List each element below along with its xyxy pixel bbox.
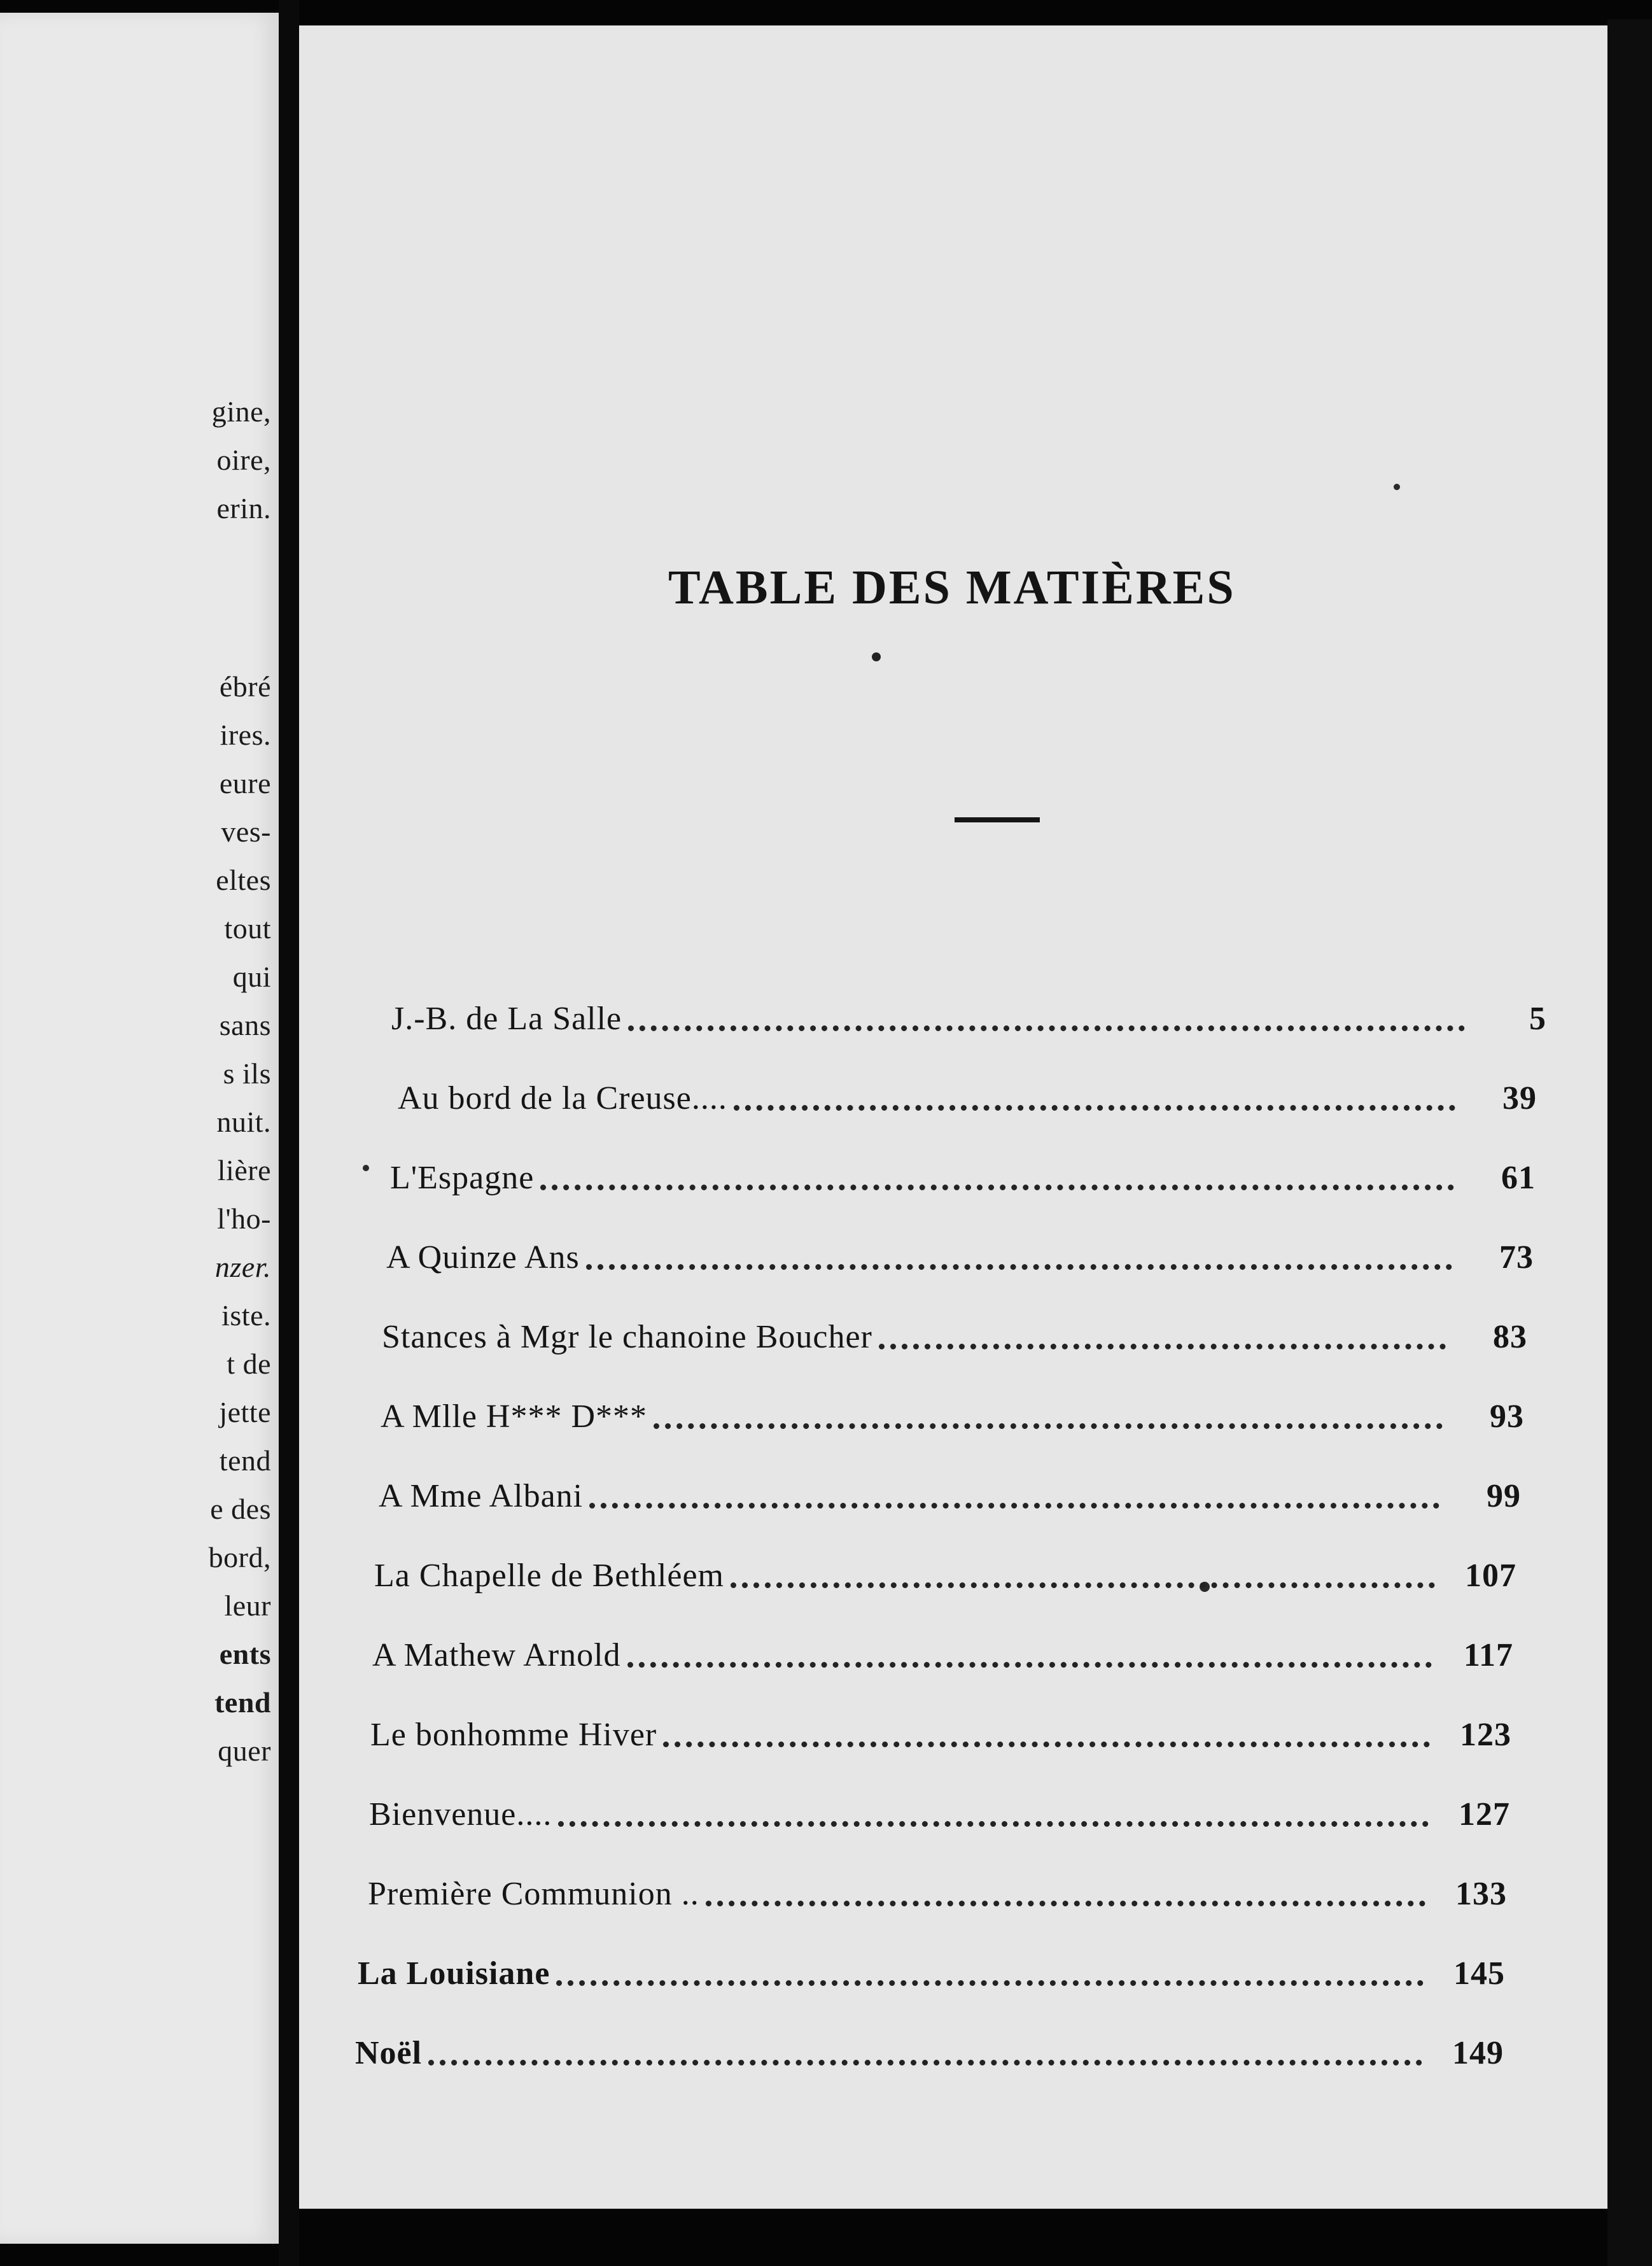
left-line: s ils — [223, 1057, 271, 1090]
left-line: ents — [219, 1638, 271, 1670]
left-line: quer — [218, 1735, 271, 1767]
left-line: bord, — [208, 1541, 271, 1573]
left-line: oire, — [216, 444, 271, 476]
ink-speck — [1394, 484, 1400, 490]
toc-entry-page: 107 — [1465, 1558, 1516, 1594]
toc-entry-page: 145 — [1453, 1955, 1505, 1992]
left-line: lière — [217, 1154, 271, 1186]
toc-entry — [390, 1152, 1536, 1197]
left-line: nuit. — [216, 1106, 271, 1138]
book-gutter — [279, 0, 299, 2266]
toc-entry-page: 117 — [1463, 1637, 1513, 1673]
left-line: ves- — [221, 815, 271, 848]
toc-entry-page: 123 — [1460, 1717, 1511, 1753]
toc-entry-title: A Quinze Ans — [386, 1239, 580, 1276]
toc-entry-title: L'Espagne — [390, 1160, 535, 1196]
toc-entry — [374, 1550, 1516, 1594]
toc-entry-page: 39 — [1502, 1080, 1537, 1116]
toc-entry-title: A Mme Albani — [379, 1478, 584, 1514]
toc-leader — [628, 1025, 1465, 1031]
left-line: leur — [224, 1589, 271, 1622]
toc-entry-title: Au bord de la Creuse.... — [398, 1080, 727, 1116]
ink-speck — [363, 1165, 369, 1171]
toc-entry-page: 93 — [1490, 1398, 1524, 1435]
toc-entry-page: 61 — [1501, 1160, 1536, 1196]
left-line: iste. — [221, 1299, 271, 1332]
toc-leader — [586, 1264, 1452, 1270]
left-line: l'ho- — [217, 1202, 271, 1235]
toc-entry-page: 5 — [1529, 1001, 1546, 1037]
toc-leader — [627, 1662, 1432, 1668]
toc-entry — [391, 993, 1546, 1038]
toc-leader — [654, 1423, 1443, 1429]
left-line: e des — [210, 1493, 271, 1525]
toc-entry-title: A Mathew Arnold — [372, 1637, 621, 1673]
title-rule — [955, 817, 1040, 822]
left-line: erin. — [216, 492, 271, 524]
toc-entry — [381, 1391, 1524, 1435]
toc-entry-page: 99 — [1487, 1478, 1521, 1514]
toc-entry-title: Noël — [355, 2035, 423, 2071]
toc-entry — [372, 1629, 1513, 1674]
toc-entry-page: 127 — [1459, 1796, 1510, 1833]
toc-leader — [428, 2060, 1422, 2065]
toc-entry-page: 83 — [1493, 1319, 1527, 1355]
toc-leader — [731, 1582, 1435, 1588]
toc-entry-title: Bienvenue.... — [369, 1796, 552, 1833]
right-page — [299, 25, 1607, 2209]
left-line: t de — [227, 1348, 271, 1380]
left-line: tout — [224, 912, 271, 945]
left-line: jette — [219, 1396, 271, 1428]
toc-leader — [706, 1901, 1425, 1906]
toc-entry-page: 149 — [1452, 2035, 1504, 2071]
toc-entry — [382, 1311, 1527, 1356]
toc-leader — [556, 1980, 1424, 1986]
toc-entry-title: La Louisiane — [358, 1955, 550, 1992]
left-line: tend — [219, 1444, 271, 1477]
toc-leader — [879, 1344, 1446, 1349]
toc-entry-title: Première Communion .. — [368, 1876, 699, 1912]
toc-leader — [589, 1503, 1439, 1509]
page-title: TABLE DES MATIÈRES — [668, 561, 1236, 614]
toc-entry — [370, 1709, 1511, 1754]
left-line: eure — [219, 767, 271, 799]
left-line: ires. — [220, 719, 271, 751]
page-edge-shadow — [1607, 19, 1652, 2266]
toc-entry — [379, 1470, 1521, 1515]
left-line: tend — [214, 1686, 271, 1719]
left-page — [0, 13, 279, 2244]
toc-leader — [540, 1185, 1454, 1190]
toc-entry-page: 133 — [1455, 1876, 1507, 1912]
toc-leader — [734, 1105, 1455, 1111]
left-line: ébré — [219, 670, 271, 703]
left-line: nzer. — [214, 1251, 271, 1283]
toc-leader — [558, 1821, 1429, 1827]
toc-entry-title: J.-B. de La Salle — [391, 1001, 622, 1037]
toc-leader — [663, 1742, 1430, 1747]
toc-entry — [355, 2027, 1504, 2072]
left-line: sans — [219, 1009, 271, 1041]
toc-entry-title: La Chapelle de Bethléem — [374, 1558, 725, 1594]
left-line: gine, — [211, 395, 271, 428]
toc-entry — [369, 1789, 1510, 1833]
toc-entry-title: Le bonhomme Hiver — [370, 1717, 657, 1753]
toc-entry — [386, 1232, 1534, 1276]
toc-entry — [368, 1868, 1507, 1913]
toc-entry-title: Stances à Mgr le chanoine Boucher — [382, 1319, 872, 1355]
toc-entry — [398, 1073, 1537, 1117]
toc-entry-title: A Mlle H*** D*** — [381, 1398, 647, 1435]
title-dot — [872, 652, 881, 661]
toc-entry — [358, 1948, 1505, 1992]
left-line: qui — [232, 961, 271, 993]
left-line: eltes — [216, 864, 271, 896]
toc-entry-page: 73 — [1499, 1239, 1534, 1276]
